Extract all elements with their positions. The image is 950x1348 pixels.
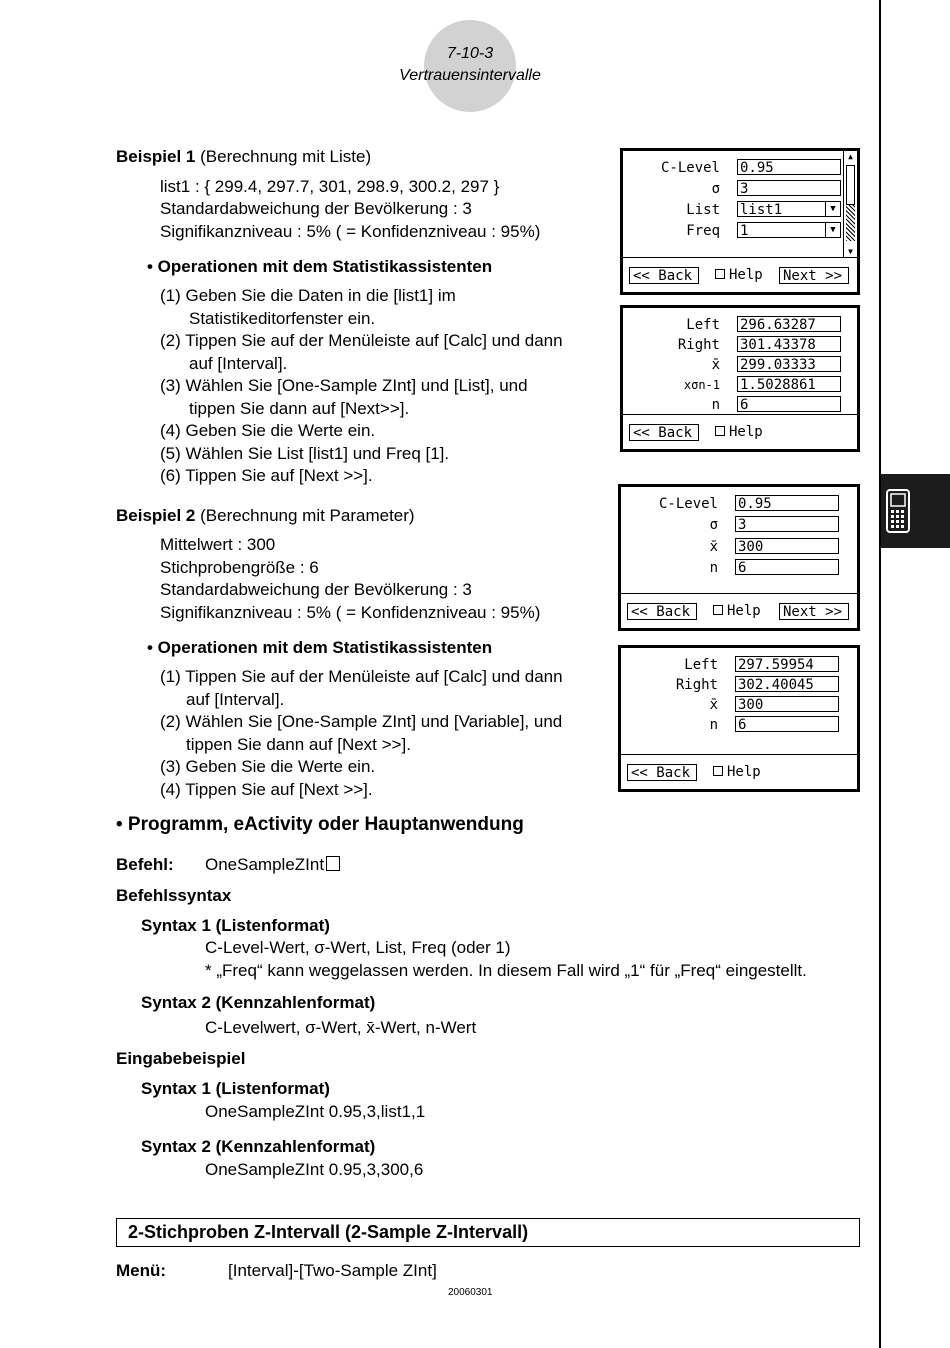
example1-step: auf [Interval].	[189, 354, 288, 373]
example2-subtitle: (Berechnung mit Parameter)	[200, 506, 415, 525]
back-button[interactable]: << Back	[627, 764, 697, 781]
example2-title: Beispiel 2	[116, 506, 196, 525]
chapter-tab	[881, 474, 950, 548]
help-checkbox[interactable]	[715, 424, 763, 441]
field-row	[623, 201, 848, 219]
example1-line: Signifikanzniveau : 5% ( = Konfidenzniveau : 95%)	[160, 222, 541, 241]
calculator-icon	[881, 474, 950, 548]
freq-select-value: 1	[740, 223, 749, 239]
befehl-value: OneSampleZInt	[205, 855, 325, 874]
field-row	[623, 180, 848, 198]
example-syntax1-line: OneSampleZInt 0.95,3,list1,1	[205, 1102, 426, 1121]
result-value: 299.03333	[737, 356, 841, 372]
checkbox-icon[interactable]	[715, 269, 725, 279]
field-label: n	[709, 560, 718, 576]
example1-line: list1 : { 299.4, 297.7, 301, 298.9, 300.2, 297 }	[160, 177, 500, 196]
result-label: x̄	[711, 357, 720, 373]
result-value: 6	[737, 396, 841, 412]
example2-step: (3) Geben Sie die Werte ein.	[160, 757, 376, 776]
result-value: 301.43378	[737, 336, 841, 352]
example2-step: (1) Tippen Sie auf der Menüleiste auf [Calc] und dann	[160, 667, 563, 686]
syntax1-title: Syntax 1 (Listenformat)	[141, 916, 330, 935]
example2-step: tippen Sie dann auf [Next >>].	[186, 735, 411, 754]
help-label: Help	[729, 267, 763, 283]
syntax-heading: Befehlssyntax	[116, 886, 232, 905]
back-button[interactable]: << Back	[629, 267, 699, 284]
result-label: Right	[677, 337, 720, 353]
syntax2-line: C-Levelwert, σ-Wert, x̄-Wert, n-Wert	[205, 1018, 477, 1037]
result-row	[621, 716, 846, 734]
back-button[interactable]: << Back	[629, 424, 699, 441]
result-label: n	[711, 397, 720, 413]
help-checkbox[interactable]	[715, 267, 763, 284]
calculator-screen-input-list	[620, 148, 860, 295]
section-title: Vertrauensintervalle	[399, 67, 541, 84]
divider	[623, 257, 857, 258]
result-row	[623, 376, 848, 394]
calculator-screen-result-param	[618, 645, 860, 792]
result-row	[623, 356, 848, 374]
example1-step: (1) Geben Sie die Daten in die [list1] im	[160, 286, 456, 305]
section2-title: 2-Stichproben Z-Intervall (2-Sample Z-Intervall)	[128, 1222, 529, 1242]
field-label: C-Level	[658, 496, 718, 512]
scrollbar[interactable]	[843, 151, 857, 258]
clevel-input[interactable]: 0.95	[735, 495, 839, 511]
befehl-label: Befehl:	[116, 855, 174, 874]
syntax2-title: Syntax 2 (Kennzahlenformat)	[141, 993, 376, 1012]
page-margin-rule	[879, 0, 881, 1348]
example2-step: (2) Wählen Sie [One-Sample ZInt] und [Variable], und	[160, 712, 563, 731]
field-row	[621, 538, 846, 556]
example1-ops-heading: • Operationen mit dem Statistikassistenten	[147, 257, 493, 276]
program-heading: • Programm, eActivity oder Hauptanwendung	[116, 814, 524, 835]
example-syntax1-title: Syntax 1 (Listenformat)	[141, 1079, 330, 1098]
list-select[interactable]	[737, 201, 841, 217]
example2-line: Signifikanzniveau : 5% ( = Konfidenzniveau : 95%)	[160, 603, 541, 622]
help-label: Help	[727, 764, 761, 780]
example2-line: Mittelwert : 300	[160, 535, 276, 554]
example-syntax2-title: Syntax 2 (Kennzahlenformat)	[141, 1137, 376, 1156]
next-button[interactable]: Next >>	[779, 603, 849, 620]
befehl-value-wrap	[205, 854, 340, 876]
checkbox-icon[interactable]	[713, 766, 723, 776]
result-value: 297.59954	[735, 656, 839, 672]
example1-step: (3) Wählen Sie [One-Sample ZInt] und [List], und	[160, 376, 528, 395]
example1-subtitle: (Berechnung mit Liste)	[200, 147, 372, 166]
field-row	[621, 559, 846, 577]
example-syntax2-line: OneSampleZInt 0.95,3,300,6	[205, 1160, 424, 1179]
syntax1-note: * „Freq“ kann weggelassen werden. In diesem Fall wird „1“ für „Freq“ eingestellt.	[205, 961, 807, 980]
freq-select[interactable]	[737, 222, 841, 238]
example1-step: (6) Tippen Sie auf [Next >>].	[160, 466, 373, 485]
calculator-screen-input-param	[618, 484, 860, 631]
field-row	[623, 222, 848, 240]
example2-step: auf [Interval].	[186, 690, 285, 709]
checkbox-icon[interactable]	[713, 605, 723, 615]
result-row	[621, 696, 846, 714]
example1-line: Standardabweichung der Bevölkerung : 3	[160, 199, 472, 218]
field-row	[621, 516, 846, 534]
checkbox-icon[interactable]	[715, 426, 725, 436]
result-value: 302.40045	[735, 676, 839, 692]
result-value: 296.63287	[737, 316, 841, 332]
help-label: Help	[727, 603, 761, 619]
field-label: Freq	[686, 223, 720, 239]
field-label: List	[686, 202, 720, 218]
menu-value: [Interval]-[Two-Sample ZInt]	[228, 1261, 437, 1280]
example2-line: Standardabweichung der Bevölkerung : 3	[160, 580, 472, 599]
syntax1-line: C-Level-Wert, σ-Wert, List, Freq (oder 1)	[205, 938, 511, 957]
clevel-input[interactable]: 0.95	[737, 159, 841, 175]
sigma-input[interactable]: 3	[735, 516, 839, 532]
example1-step: tippen Sie dann auf [Next>>].	[189, 399, 410, 418]
example1-title: Beispiel 1	[116, 147, 196, 166]
divider	[621, 754, 857, 755]
result-label: n	[709, 717, 718, 733]
result-value: 1.5028861	[737, 376, 841, 392]
scroll-track	[846, 205, 855, 241]
example1-heading	[116, 146, 371, 168]
menu-label: Menü:	[116, 1261, 167, 1280]
mean-input[interactable]: 300	[735, 538, 839, 554]
help-label: Help	[729, 424, 763, 440]
divider	[621, 593, 857, 594]
example2-step: (4) Tippen Sie auf [Next >>].	[160, 780, 373, 799]
back-button[interactable]: << Back	[627, 603, 697, 620]
chevron-down-icon[interactable]: ▼	[825, 202, 840, 216]
help-checkbox[interactable]	[713, 764, 761, 781]
example1-step: (5) Wählen Sie List [list1] und Freq [1].	[160, 444, 450, 463]
field-label: σ	[711, 181, 720, 197]
scroll-thumb[interactable]	[846, 165, 855, 205]
example-heading: Eingabebeispiel	[116, 1049, 246, 1068]
help-checkbox[interactable]	[713, 603, 761, 620]
footer-code: 20060301	[448, 1287, 493, 1298]
result-label: Left	[686, 317, 720, 333]
calculator-screen-result-list	[620, 305, 860, 452]
scroll-up-icon[interactable]: ▲	[848, 152, 853, 161]
chevron-down-icon[interactable]: ▼	[825, 223, 840, 237]
field-label: x̄	[709, 539, 718, 555]
example1-step: (4) Geben Sie die Werte ein.	[160, 421, 376, 440]
n-input[interactable]: 6	[735, 559, 839, 575]
field-label: C-Level	[660, 160, 720, 176]
result-label: xσn-1	[683, 378, 720, 392]
field-label: σ	[709, 517, 718, 533]
result-value: 6	[735, 716, 839, 732]
example2-ops-heading: • Operationen mit dem Statistikassistenten	[147, 638, 493, 657]
example1-step: Statistikeditorfenster ein.	[189, 309, 376, 328]
result-row	[623, 316, 848, 334]
result-value: 300	[735, 696, 839, 712]
result-row	[621, 676, 846, 694]
page-number: 7-10-3	[446, 45, 494, 62]
scroll-down-icon[interactable]: ▼	[848, 247, 853, 256]
result-label: Right	[675, 677, 718, 693]
result-row	[621, 656, 846, 674]
next-button[interactable]: Next >>	[779, 267, 849, 284]
sigma-input[interactable]: 3	[737, 180, 841, 196]
field-row	[621, 495, 846, 513]
list-select-value: list1	[740, 202, 783, 218]
example2-heading	[116, 505, 415, 527]
result-label: Left	[684, 657, 718, 673]
field-row	[623, 159, 848, 177]
example1-step: (2) Tippen Sie auf der Menüleiste auf [Calc] und dann	[160, 331, 563, 350]
result-row	[623, 336, 848, 354]
divider	[623, 414, 857, 415]
example2-line: Stichprobengröße : 6	[160, 558, 319, 577]
result-label: x̄	[709, 697, 718, 713]
result-row	[623, 396, 848, 414]
space-symbol-icon	[326, 856, 340, 871]
